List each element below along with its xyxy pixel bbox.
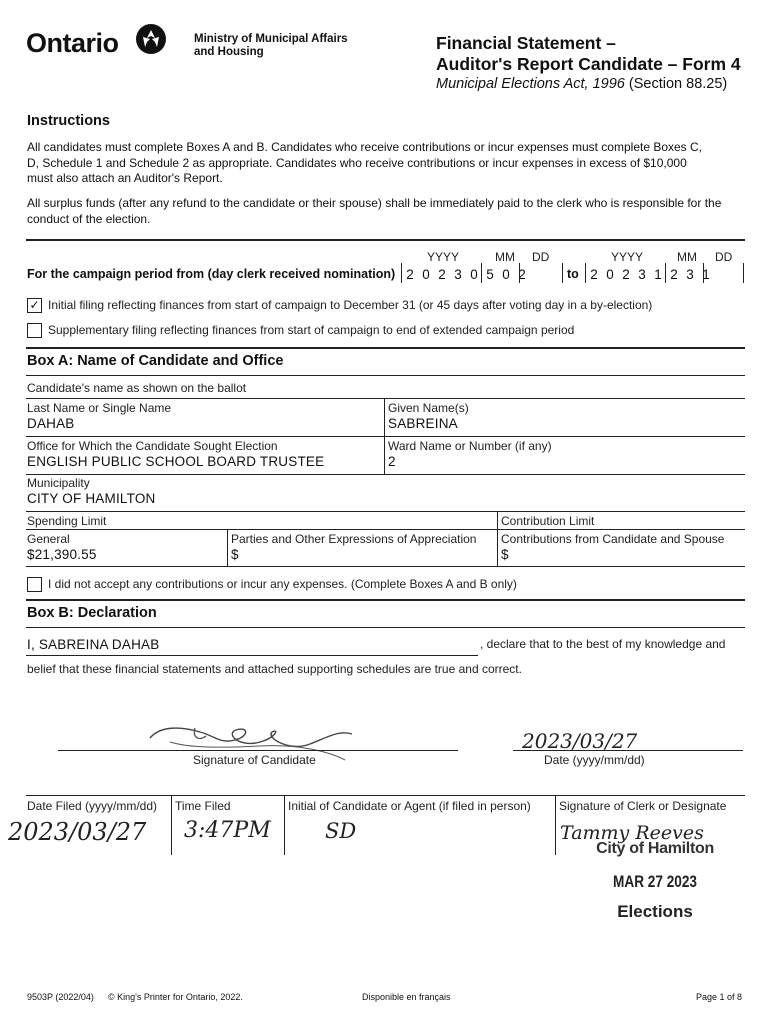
declarant-line (26, 655, 478, 656)
date-label: Date (yyyy/mm/dd) (544, 753, 645, 767)
candidate-signature-line (58, 750, 458, 751)
given-name-label: Given Name(s) (388, 401, 469, 415)
row-rule (26, 436, 745, 437)
time-filed-value[interactable]: 3:47PM (184, 818, 271, 843)
stamp-city: City of Hamilton (596, 840, 714, 857)
trillium-icon (136, 24, 166, 54)
from-digit: 0 (502, 267, 510, 282)
clerk-top-rule (26, 795, 745, 796)
contrib-spouse-value[interactable]: $ (501, 547, 509, 562)
office-value[interactable]: ENGLISH PUBLIC SCHOOL BOARD TRUSTEE (27, 454, 325, 469)
instructions-heading: Instructions (27, 113, 110, 129)
from-digit: 2 (406, 267, 414, 282)
row-rule (26, 566, 745, 567)
candidate-signature-label: Signature of Candidate (193, 753, 316, 767)
period-to-date[interactable] (586, 266, 714, 284)
date-box-divider (481, 263, 482, 283)
to-digit: 0 (606, 267, 614, 282)
to-digit: 3 (638, 267, 646, 282)
dd-from-label: DD (532, 250, 550, 264)
spending-limit-label: Spending Limit (27, 514, 107, 528)
date-filed-label: Date Filed (yyyy/mm/dd) (27, 799, 158, 813)
to-digit: 1 (654, 267, 662, 282)
form-code: 9503P (2022/04) (27, 992, 94, 1002)
box-b-top-rule (26, 599, 745, 601)
initial-label: Initial of Candidate or Agent (if filed in person) (288, 799, 531, 813)
instructions-para2: All surplus funds (after any refund to the candidate or their spouse) shall be immediately paid to the clerk who is responsible for the conduct of the election. (27, 196, 722, 226)
col-rule (227, 529, 228, 566)
clerk-signature-value[interactable]: Tammy Reeves (560, 822, 704, 844)
to-digit: 3 (686, 267, 694, 282)
col-rule (497, 511, 498, 566)
divider (26, 239, 745, 241)
box-a-heading: Box A: Name of Candidate and Office (27, 353, 284, 369)
municipality-label: Municipality (27, 476, 90, 490)
from-digit: 2 (438, 267, 446, 282)
general-value[interactable]: $21,390.55 (27, 547, 97, 562)
no-contributions-label: I did not accept any contributions or incur any expenses. (Complete Boxes A and B only) (48, 577, 517, 591)
form-title-line1: Financial Statement – (436, 33, 616, 53)
belief-text: belief that these financial statements and attached supporting schedules are true and correct. (27, 662, 522, 676)
from-digit: 0 (470, 267, 478, 282)
received-stamp (560, 840, 750, 922)
yyyy-from-label: YYYY (427, 250, 460, 264)
parties-label: Parties and Other Expressions of Appreciation (231, 532, 477, 546)
date-box-divider (401, 263, 402, 283)
general-label: General (27, 532, 70, 546)
mm-to-label: MM (677, 250, 697, 264)
stamp-department: Elections (617, 902, 693, 921)
to-digit: 2 (670, 267, 678, 282)
last-name-label: Last Name or Single Name (27, 401, 172, 415)
printer-notice: © King's Printer for Ontario, 2022. (108, 992, 243, 1002)
from-digit: 2 (518, 267, 526, 282)
initial-filing-label: Initial filing reflecting finances from start of campaign to December 31 (or 45 days after voting day in a by-election) (48, 298, 653, 312)
box-a-heading-rule (26, 375, 745, 376)
campaign-period-label: For the campaign period from (day clerk received nomination) (27, 267, 396, 281)
page-number: Page 1 of 8 (696, 992, 743, 1002)
to-label: to (567, 267, 579, 281)
row-rule (26, 474, 745, 475)
date-box-divider (519, 263, 520, 283)
declare-text: , declare that to the best of my knowledge and (480, 637, 726, 651)
ward-value[interactable]: 2 (388, 454, 396, 469)
supplementary-filing-checkbox[interactable] (27, 323, 42, 338)
given-name-value[interactable]: SABREINA (388, 416, 458, 431)
instructions-para1: All candidates must complete Boxes A and B. Candidates who receive contributions or incur expenses must complete Boxes C, D, Schedule 1 and Schedule 2 as appropriate. Candidates who receive contributions or incur expenses in excess of $10,000 must also attach an Auditor's Report. (27, 140, 703, 185)
initial-value[interactable]: SD (325, 819, 357, 843)
mm-from-label: MM (495, 250, 515, 264)
row-rule (497, 529, 745, 530)
from-digit: 0 (422, 267, 430, 282)
to-digit: 2 (590, 267, 598, 282)
date-line (513, 750, 743, 751)
act-reference (436, 76, 727, 92)
declarant-name[interactable]: I, SABREINA DAHAB (27, 637, 160, 652)
signature-date-handwritten[interactable]: 2023/03/27 (522, 729, 638, 753)
dd-to-label: DD (715, 250, 733, 264)
no-contributions-checkbox[interactable] (27, 577, 42, 592)
col-rule (171, 795, 172, 855)
date-box-divider (585, 263, 586, 283)
logo-wordmark: Ontario (26, 28, 119, 58)
ministry-name: Ministry of Municipal Affairs and Housing (194, 33, 348, 58)
row-rule (26, 511, 745, 512)
contribution-limit-label: Contribution Limit (501, 514, 595, 528)
supplementary-filing-label: Supplementary filing reflecting finances from start of campaign to end of extended campaign period (48, 323, 575, 337)
last-name-value[interactable]: DAHAB (27, 416, 75, 431)
date-filed-value[interactable]: 2023/03/27 (8, 818, 147, 846)
yyyy-to-label: YYYY (611, 250, 644, 264)
clerk-signature-label: Signature of Clerk or Designate (559, 799, 727, 813)
act-name: Municipal Elections Act, 1996 (436, 76, 625, 92)
time-filed-label: Time Filed (175, 799, 231, 813)
row-rule (26, 529, 497, 530)
date-box-divider (743, 263, 744, 283)
act-section: (Section 88.25) (628, 76, 728, 92)
municipality-value[interactable]: CITY OF HAMILTON (27, 491, 156, 506)
period-from-date[interactable] (402, 266, 530, 284)
candidate-name-caption: Candidate's name as shown on the ballot (27, 381, 247, 395)
from-digit: 5 (486, 267, 494, 282)
box-a-top-rule (26, 347, 745, 349)
ward-label: Ward Name or Number (if any) (388, 439, 552, 453)
contrib-spouse-label: Contributions from Candidate and Spouse (501, 532, 725, 546)
from-digit: 3 (454, 267, 462, 282)
to-digit: 1 (702, 267, 710, 282)
date-box-divider (562, 263, 563, 283)
office-label: Office for Which the Candidate Sought Election (27, 439, 278, 453)
form-title-line2: Auditor's Report Candidate – Form 4 (436, 54, 741, 74)
to-digit: 2 (622, 267, 630, 282)
french-availability[interactable]: Disponible en français (362, 992, 451, 1002)
date-box-divider (703, 263, 704, 283)
parties-value[interactable]: $ (231, 547, 239, 562)
col-rule (555, 795, 556, 855)
initial-filing-checkbox[interactable]: ✓ (27, 298, 42, 313)
ontario-logo (26, 28, 119, 59)
date-box-divider (665, 263, 666, 283)
box-b-heading-rule (26, 627, 745, 628)
col-rule (284, 795, 285, 855)
box-b-heading: Box B: Declaration (27, 605, 157, 621)
stamp-date: MAR 27 2023 (613, 872, 697, 891)
row-rule (26, 398, 745, 399)
